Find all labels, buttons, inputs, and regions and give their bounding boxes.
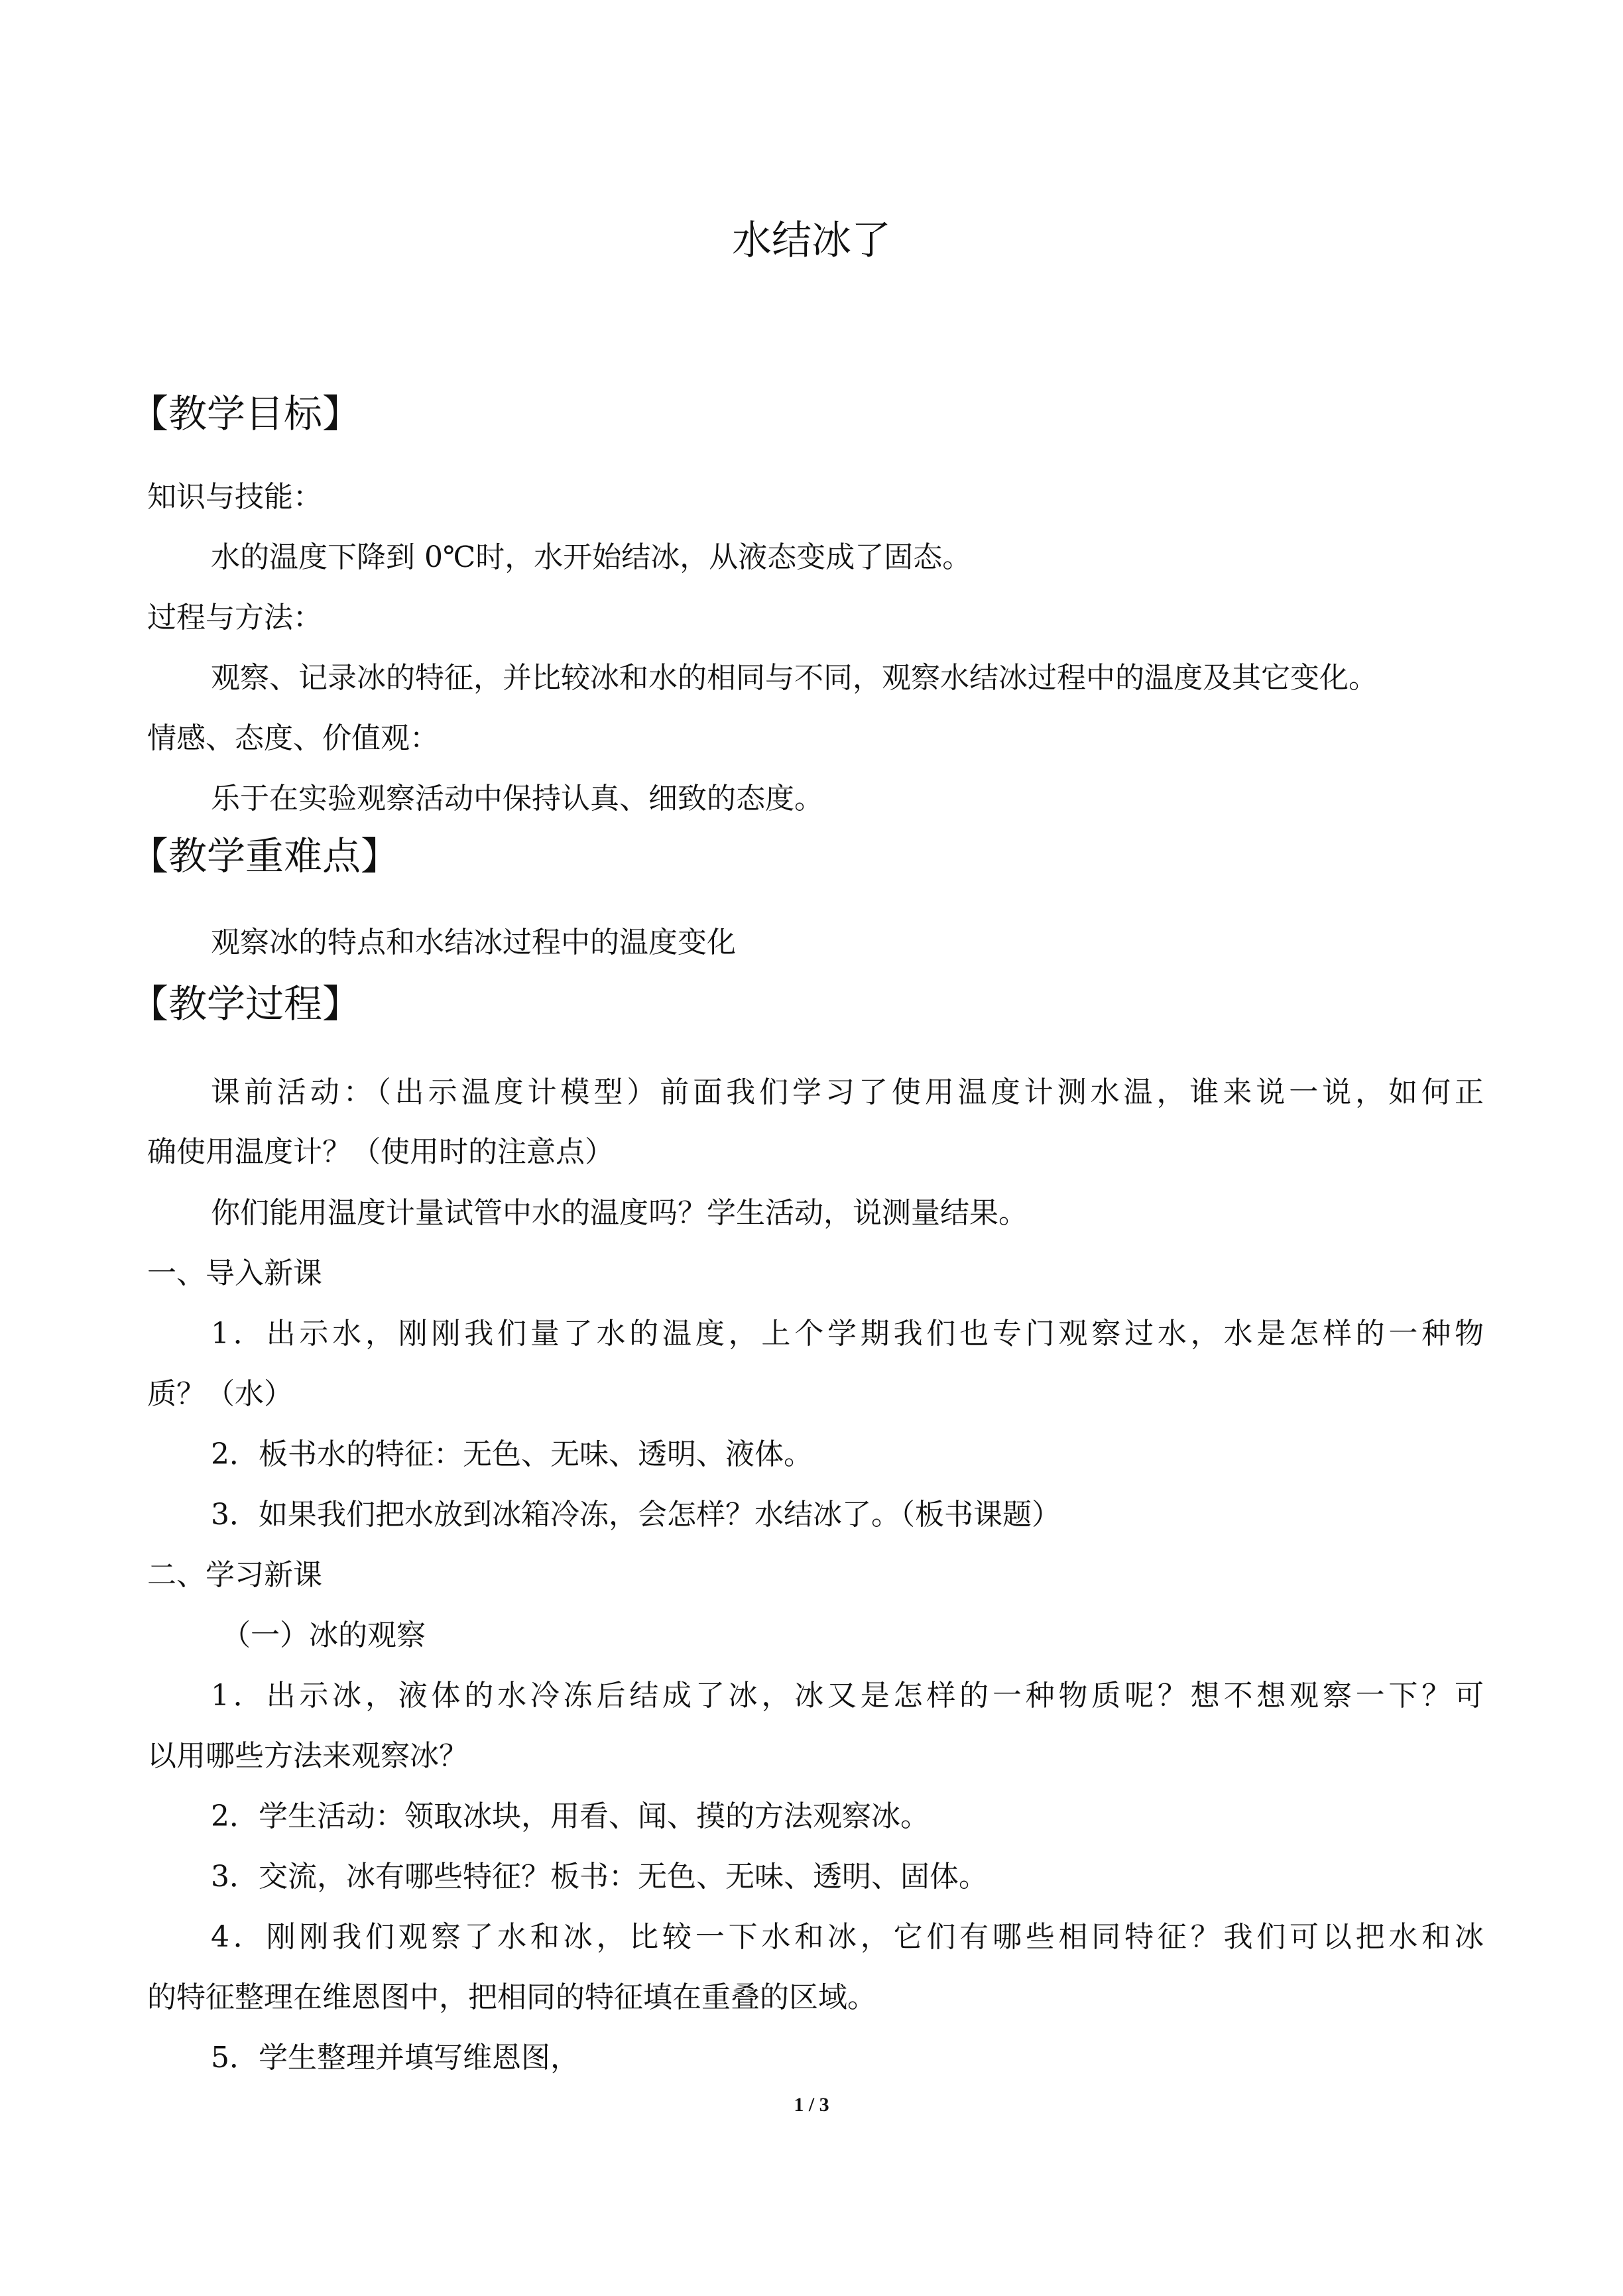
objective-attitude-label: 情感、态度、价值观： <box>147 721 439 755</box>
part1-item1-line-2: 质？（水） <box>147 1377 293 1411</box>
section-heading-objectives: 【教学目标】 <box>130 391 361 436</box>
part2-item2: 2．学生活动：领取冰块，用看、闻、摸的方法观察冰。 <box>211 1799 930 1833</box>
page-number: 1 / 3 <box>794 2094 829 2116</box>
part2-item1-line-1: 1．出示冰，液体的水冷冻后结成了冰，冰又是怎样的一种物质呢？想不想观察一下？可 <box>211 1679 1484 1713</box>
objective-method-label: 过程与方法： <box>147 601 322 634</box>
objective-method-text: 观察、记录冰的特征，并比较冰和水的相同与不同，观察水结冰过程中的温度及其它变化。 <box>211 661 1378 695</box>
part2-item4-line-1: 4．刚刚我们观察了水和冰，比较一下水和冰，它们有哪些相同特征？我们可以把水和冰 <box>211 1920 1484 1954</box>
part2-item4-line-2: 的特征整理在维恩图中，把相同的特征填在重叠的区域。 <box>147 1980 876 2014</box>
pre-activity-line-1: 课前活动：（出示温度计模型）前面我们学习了使用温度计测水温，谁来说一说，如何正 <box>211 1075 1484 1109</box>
objective-attitude-text: 乐于在实验观察活动中保持认真、细致的态度。 <box>211 782 823 816</box>
pre-activity-line-2: 确使用温度计？（使用时的注意点） <box>147 1135 614 1169</box>
section-heading-keypoints: 【教学重难点】 <box>130 833 400 878</box>
part1-item1-line-1: 1．出示水，刚刚我们量了水的温度，上个学期我们也专门观察过水，水是怎样的一种物 <box>211 1317 1484 1351</box>
part2-heading: 二、学习新课 <box>147 1558 322 1592</box>
part2-item3: 3．交流，冰有哪些特征？板书：无色、无味、透明、固体。 <box>211 1860 988 1894</box>
part1-heading: 一、导入新课 <box>147 1256 322 1290</box>
pre-activity-question: 你们能用温度计量试管中水的温度吗？学生活动，说测量结果。 <box>211 1196 1028 1230</box>
document-title: 水结冰了 <box>732 217 891 264</box>
part2-item5: 5．学生整理并填写维恩图， <box>211 2041 579 2075</box>
keypoints-text: 观察冰的特点和水结冰过程中的温度变化 <box>211 926 736 959</box>
section-heading-process: 【教学过程】 <box>130 981 361 1026</box>
objective-knowledge-text: 水的温度下降到 0℃时，水开始结冰，从液态变成了固态。 <box>211 540 972 574</box>
part1-item2: 2．板书水的特征：无色、无味、透明、液体。 <box>211 1437 813 1471</box>
part2-subheading-ice: （一）冰的观察 <box>221 1618 426 1652</box>
part2-item1-line-2: 以用哪些方法来观察冰？ <box>147 1739 468 1773</box>
objective-knowledge-label: 知识与技能： <box>147 480 322 514</box>
part1-item3: 3．如果我们把水放到冰箱冷冻，会怎样？水结冰了。（板书课题） <box>211 1498 1061 1532</box>
